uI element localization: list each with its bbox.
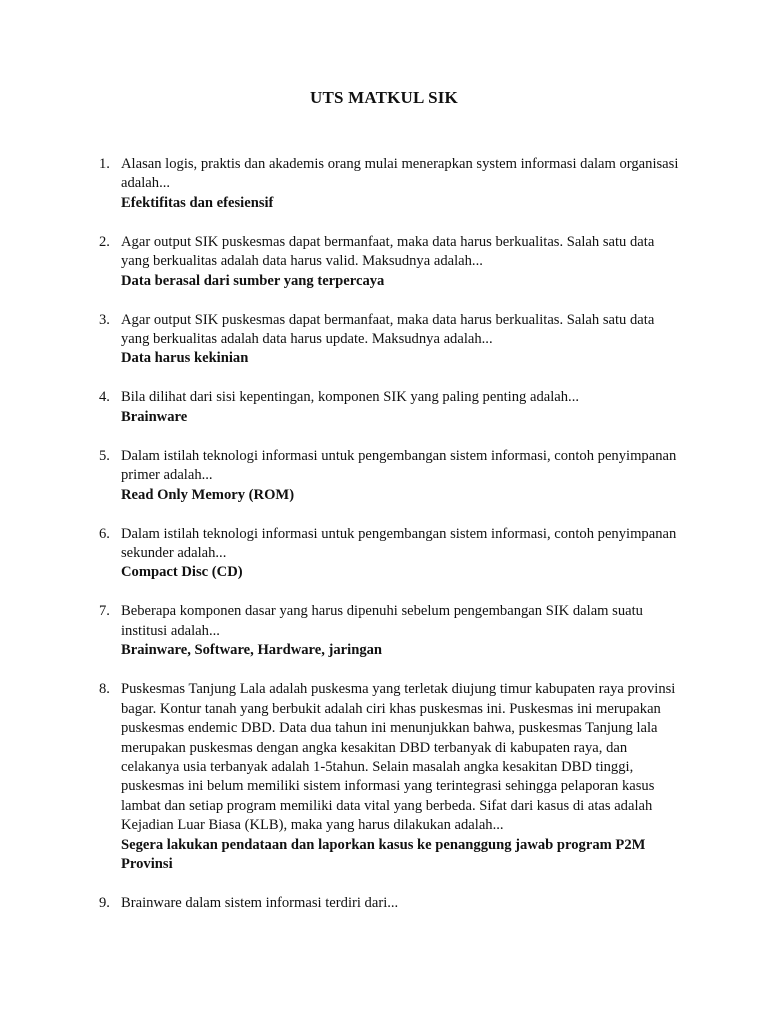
question-answer: Data berasal dari sumber yang terpercaya xyxy=(121,272,385,289)
question-text: Alasan logis, praktis dan akademis orang mulai menerapkan system informasi dalam organisasi adalah... xyxy=(121,156,679,192)
question-text: Bila dilihat dari sisi kepentingan, komponen SIK yang paling penting adalah... xyxy=(121,389,579,406)
question-item-7 xyxy=(94,602,684,660)
question-text: Brainware dalam sistem informasi terdiri dari... xyxy=(121,894,399,911)
question-number: 3. xyxy=(99,311,110,328)
question-answer: Read Only Memory (ROM) xyxy=(121,486,295,503)
question-answer: Data harus kekinian xyxy=(121,350,249,367)
question-number: 1. xyxy=(99,156,110,172)
question-item-9 xyxy=(94,894,684,913)
question-item-1 xyxy=(94,155,684,213)
question-text: Agar output SIK puskesmas dapat bermanfaat, maka data harus berkualitas. Salah satu data yang berkualitas adalah data harus valid. Maksudnya adalah... xyxy=(121,233,655,270)
question-text: Agar output SIK puskesmas dapat bermanfaat, maka data harus berkualitas. Salah satu data yang berkualitas adalah data harus update. Maksudnya adalah... xyxy=(121,311,655,348)
question-text: Dalam istilah teknologi informasi untuk pengembangan sistem informasi, contoh penyimpanan primer adalah... xyxy=(121,447,677,484)
question-answer: Brainware, Software, Hardware, jaringan xyxy=(121,642,383,659)
question-item-8 xyxy=(94,680,684,874)
question-number: 8. xyxy=(99,681,110,698)
question-answer: Segera lakukan pendataan dan laporkan kasus ke penanggung jawab program P2M Provinsi xyxy=(121,836,646,872)
question-number: 6. xyxy=(99,525,110,542)
question-item-3 xyxy=(94,311,684,369)
question-text: Dalam istilah teknologi informasi untuk pengembangan sistem informasi, contoh penyimpanan sekunder adalah... xyxy=(121,525,677,562)
question-item-6 xyxy=(94,525,684,583)
question-item-5 xyxy=(94,447,684,505)
question-answer: Efektifitas dan efesiensif xyxy=(121,194,274,211)
question-text: Beberapa komponen dasar yang harus dipenuhi sebelum pengembangan SIK dalam suatu institusi adalah... xyxy=(121,603,643,639)
document-title: UTS MATKUL SIK xyxy=(310,88,458,107)
question-text: Puskesmas Tanjung Lala adalah puskesma yang terletak diujung timur kabupaten raya provinsi bagar. Kontur tanah yang berbukit adalah ciri khas puskesmas ini. Puskesmas ini merupakan puskesmas endemic DBD. Data dua tahun ini menunjukkan bahwa, puskesmas Tanjung lala merupakan puskesmas dengan angka kesakitan DBD terbanyak di kabupaten raya, dan celakanya usia terbanyak adalah 1-5tahun. Selain masalah angka kesakitan DBD tinggi, puskesmas ini belum memiliki sistem informasi yang terintegrasi sehingga pelaporan kasus lambat dan setiap program memiliki data vital yang berbeda. Sifat dari kasus di atas adalah Kejadian Luar Biasa (KLB), maka yang harus dilakukan adalah... xyxy=(121,681,676,834)
question-number: 9. xyxy=(99,894,110,911)
question-item-2 xyxy=(94,233,684,291)
question-number: 5. xyxy=(99,447,110,464)
question-number: 7. xyxy=(99,603,110,620)
question-answer: Brainware xyxy=(121,408,188,425)
question-number: 2. xyxy=(99,233,110,250)
question-list xyxy=(94,155,684,933)
question-answer: Compact Disc (CD) xyxy=(121,564,243,581)
question-number: 4. xyxy=(99,389,110,406)
question-item-4 xyxy=(94,388,684,427)
